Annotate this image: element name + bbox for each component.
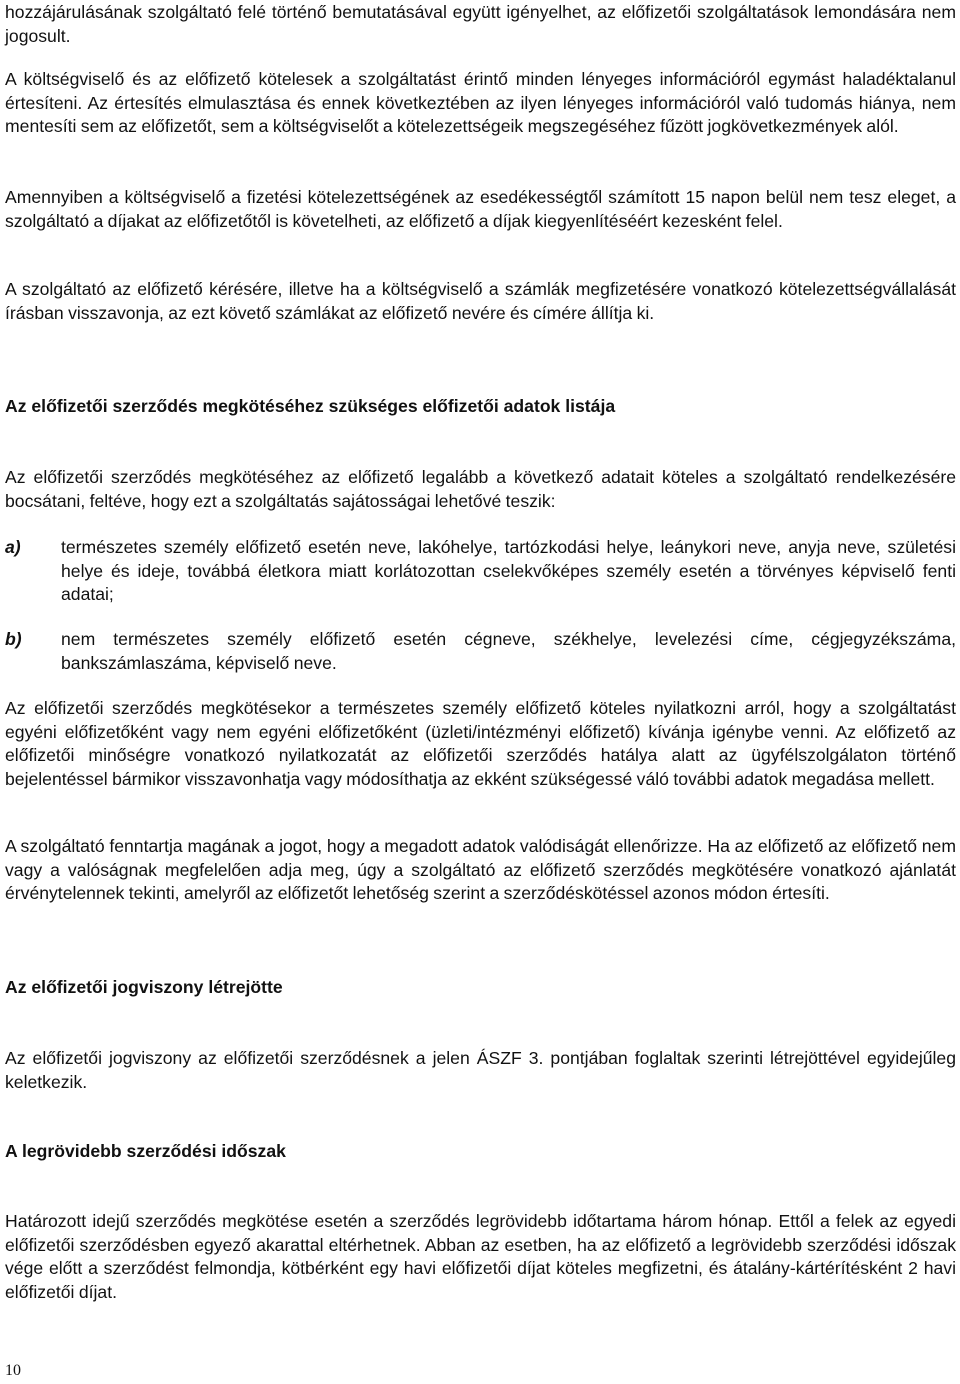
paragraph-data-verification: A szolgáltató fenntartja magának a jogot, hogy a megadott adatok valódiságát ellenőrizze. Ha az előfizető az előfizető nem vagy a valóságnak megfelelően adja meg, úgy a szolgáltató az előfizető szerződés megkötésére vonatkozó ajánlatát érvénytelennek tekinti, amelyről az előfizetőt lehetőség szerint a szerződéskötéssel azonos módon értesíti. [5, 836, 956, 903]
paragraph-relationship-creation: Az előfizetői jogviszony az előfizetői szerződésnek a jelen ÁSZF 3. pontjában foglaltak szerinti létrejöttével egyidejűleg keletkezik. [5, 1048, 956, 1092]
list-marker: b) [5, 629, 22, 649]
section-heading-subscriber-data: Az előfizetői szerződés megkötéséhez szükséges előfizetői adatok listája [5, 396, 616, 416]
paragraph-required-data-intro: Az előfizetői szerződés megkötéséhez az előfizető legalább a következő adatait köteles a szolgáltató rendelkezésére bocsátani, feltéve, hogy ezt a szolgáltatás sajátosságai lehetővé teszik: [5, 467, 956, 511]
list-item-text: természetes személy előfizető esetén neve, lakóhelye, tartózkodási helye, leánykori neve, anyja neve, születési helye és ideje, továbbá életkora miatt korlátozottan cselekvőképes személy esetén a törvényes képviselő fenti adatai; [61, 537, 956, 604]
paragraph-subscription-cancellation: hozzájárulásának szolgáltató felé történő bemutatásával együtt igényelhet, az előfizetői szolgáltatások lemondására nem jogosult. [5, 2, 956, 46]
page-number: 10 [5, 1362, 21, 1379]
paragraph-minimum-term: Határozott idejű szerződés megkötése esetén a szerződés legrövidebb időtartama három hónap. Ettől a felek az egyedi előfizetői szerződésben egyező akarattal eltérhetnek. Abban az esetben, ha az előfizető a legrövidebb szerződési időszak vége előtt a szerződést felmondja, kötbérként egy havi előfizetői díjat köteles megfizetni, és átalány-kártérítésként 2 havi előfizetői díjat. [5, 1211, 956, 1302]
paragraph-information-obligation: A költségviselő és az előfizető kötelesek a szolgáltatást érintő minden lényeges információról egymást haladéktalanul értesíteni. Az értesítés elmulasztása és ennek következtében az ilyen lényeges információról való tudomás hiánya, nem mentesíti sem az előfizetőt, sem a költségviselőt a kötelezettségeik megszegéséhez fűzött jogkövetkezmények alól. [5, 69, 956, 136]
paragraph-invoice-address: A szolgáltató az előfizető kérésére, illetve ha a költségviselő a számlák megfizetésére vonatkozó kötelezettségvállalását írásban visszavonja, az ezt követő számlákat az előfizető nevére és címére állítja ki. [5, 279, 956, 323]
section-heading-legal-relationship: Az előfizetői jogviszony létrejötte [5, 977, 283, 997]
paragraph-subscriber-declaration: Az előfizetői szerződés megkötésekor a természetes személy előfizető köteles nyilatkozni arról, hogy a szolgáltatást egyéni előfizetőként vagy nem egyéni előfizetőként (üzleti/intézményi előfizető) kívánja igénybe venni. Az előfizető az előfizetői minőségre vonatkozó nyilatkozatát az előfizetői szerződés hatálya alatt az ügyfélszolgálaton történő bejelentéssel bármikor visszavonhatja vagy módosíthatja az ekként szükségessé váló további adatok megadása mellett. [5, 698, 956, 789]
list-item-natural-person [5, 536, 956, 607]
list-item-text: nem természetes személy előfizető esetén cégneve, székhelye, levelezési címe, cégjegyzékszáma, bankszámlaszáma, képviselő neve. [61, 629, 956, 673]
section-heading-minimum-term: A legrövidebb szerződési időszak [5, 1141, 286, 1161]
list-item-legal-entity [5, 628, 956, 675]
paragraph-payment-default: Amennyiben a költségviselő a fizetési kötelezettségének az esedékességtől számított 15 napon belül nem tesz eleget, a szolgáltató a díjakat az előfizetőtől is követelheti, az előfizető a díjak kiegyenlítéséért kezesként felel. [5, 187, 956, 231]
list-marker: a) [5, 537, 21, 557]
